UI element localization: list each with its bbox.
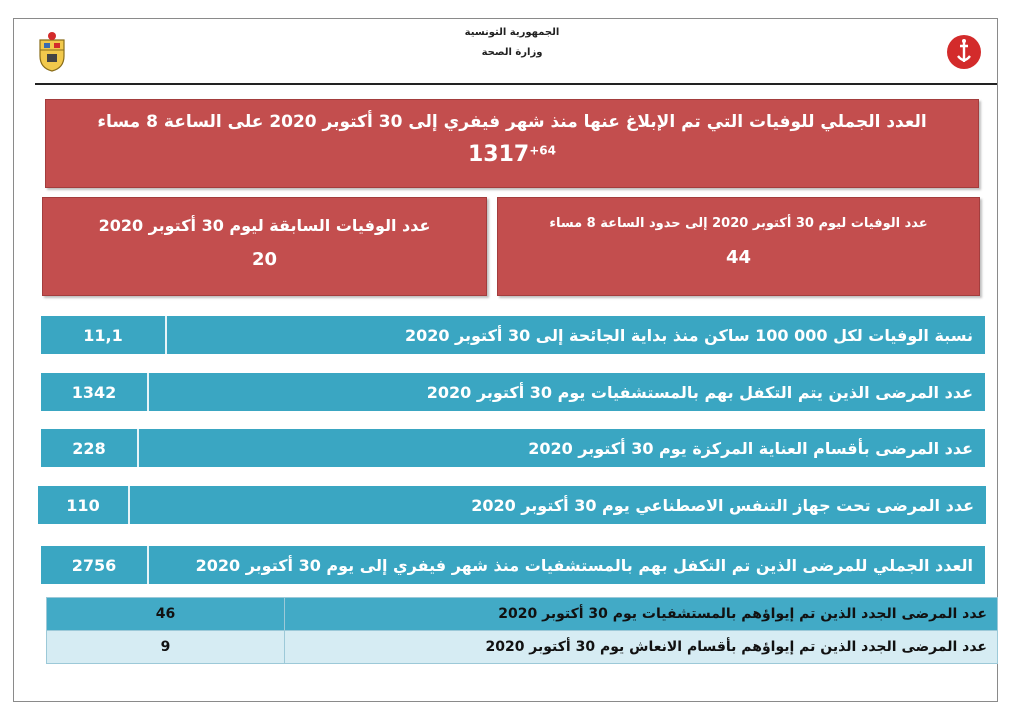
deaths-previous-value: 20: [251, 249, 278, 270]
stat-bar-total-hospitalized: [41, 546, 985, 584]
admission-label: عدد المرضى الجدد الذين تم إيواؤهم بأقسام الانعاش يوم 30 أكتوبر 2020: [285, 631, 998, 664]
stat-label: العدد الجملي للمرضى الذين تم التكفل بهم بالمستشفيات منذ شهر فيفري إلى يوم 30 أكتوبر 2020: [195, 555, 973, 575]
admission-value: 9: [47, 631, 285, 664]
admissions-table: [46, 597, 998, 664]
deaths-today-box: [497, 197, 980, 296]
stat-label: عدد المرضى الذين يتم التكفل بهم بالمستشفيات يوم 30 أكتوبر 2020: [426, 382, 973, 402]
deaths-previous-title: عدد الوفيات السابقة ليوم 30 أكتوبر 2020: [98, 216, 431, 235]
stat-value: 11,1: [41, 316, 167, 354]
stat-bar-intensive-care: [41, 429, 985, 467]
header-republic: الجمهورية التونسية: [464, 27, 560, 38]
stat-bar-ventilator: [38, 486, 986, 524]
stat-bar-mortality-rate: [41, 316, 985, 354]
stat-label: نسبة الوفيات لكل 000 100 ساكن منذ بداية الجائحة إلى 30 أكتوبر 2020: [404, 325, 973, 345]
stat-label: عدد المرضى بأقسام العناية المركزة يوم 30 أكتوبر 2020: [528, 438, 973, 458]
deaths-today-title: عدد الوفيات ليوم 30 أكتوبر 2020 إلى حدود الساعة 8 مساء: [549, 216, 928, 231]
deaths-previous-box: [42, 197, 487, 296]
header-divider: [35, 83, 997, 85]
total-deaths-increase: +64: [529, 143, 556, 158]
stat-bar-hospitalized: [41, 373, 985, 411]
table-row: [47, 631, 998, 664]
admission-value: 46: [47, 598, 285, 631]
table-row: [47, 598, 998, 631]
header-ministry: وزارة الصحة: [481, 47, 543, 58]
total-deaths-value: 1317: [468, 142, 530, 167]
header-text: [0, 23, 1024, 63]
stat-value: 110: [38, 486, 130, 524]
total-deaths-figure: [46, 142, 978, 167]
deaths-today-value: 44: [725, 247, 752, 268]
total-deaths-box: [45, 99, 979, 188]
stat-value: 228: [41, 429, 139, 467]
stat-value: 1342: [41, 373, 149, 411]
total-deaths-title: العدد الجملي للوفيات التي تم الإبلاغ عنها منذ شهر فيفري إلى 30 أكتوبر 2020 على الساعة 8 مساء: [97, 112, 927, 132]
stat-label: عدد المرضى تحت جهاز التنفس الاصطناعي يوم 30 أكتوبر 2020: [471, 495, 974, 515]
ministry-logo: [946, 34, 982, 70]
stat-value: 2756: [41, 546, 149, 584]
admission-label: عدد المرضى الجدد الذين تم إيواؤهم بالمستشفيات يوم 30 أكتوبر 2020: [285, 598, 998, 631]
